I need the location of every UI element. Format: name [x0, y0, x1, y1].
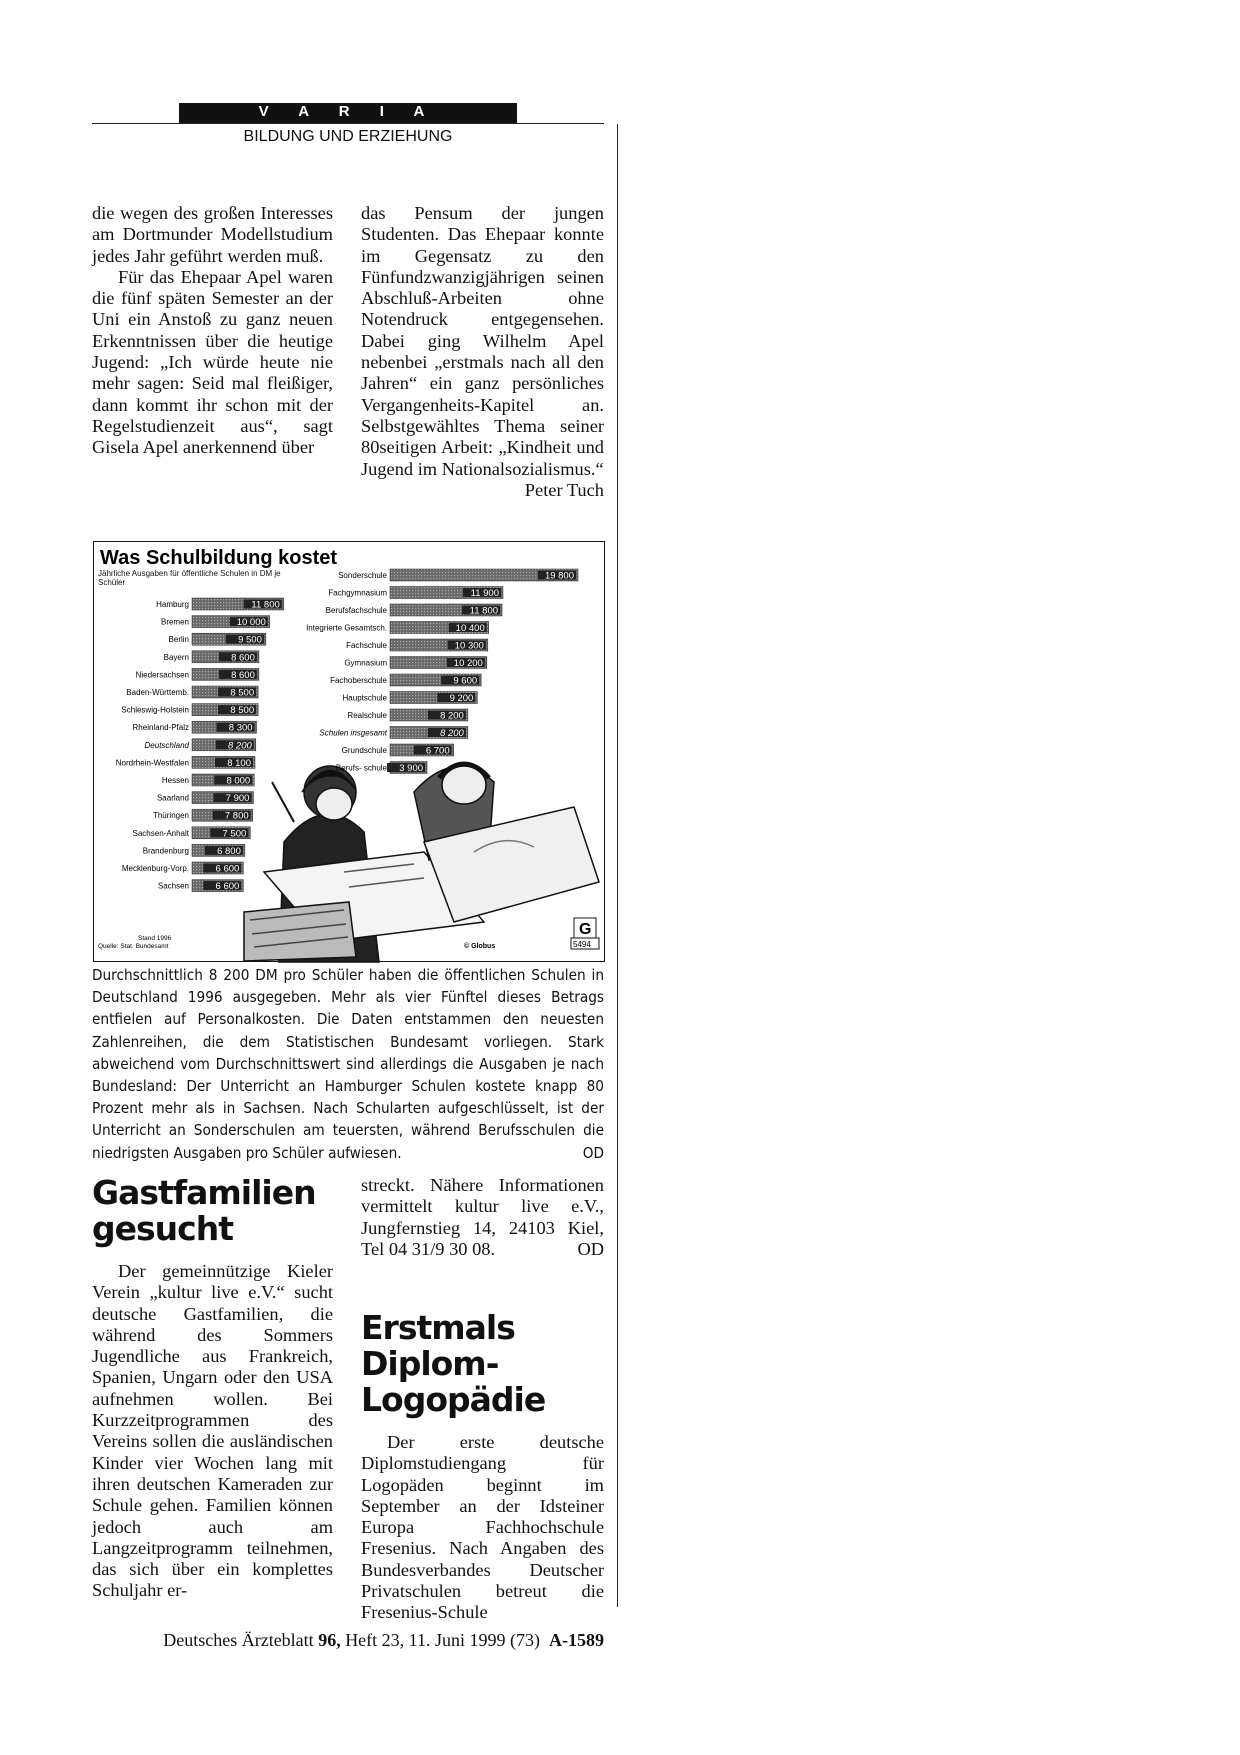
bar-value-label: 11 800	[251, 599, 280, 611]
bar-category-label: Deutschland	[144, 740, 189, 750]
right-bar-group	[306, 569, 578, 774]
bar-value-label: 11 800	[469, 605, 499, 617]
bar-value-label: 6 600	[215, 881, 240, 893]
bar-category-label: Berlin	[168, 635, 189, 645]
bar-category-label: Berufs- schule	[335, 763, 387, 773]
bar-category-label: Hauptschule	[342, 693, 387, 703]
article1-column2	[361, 203, 604, 501]
bar-category-label: Hamburg	[156, 600, 189, 609]
article3-body: Der erste deutsche Diplomstudiengang für Logopäden beginnt im September an der Idsteiner Europa Fachhochschule Fresenius. Nach Angaben des Bundesverbandes Deutscher Privatschulen betreut die Fresenius-Schule	[361, 1432, 604, 1623]
chart-svg	[94, 542, 604, 961]
bar-category-label: Gymnasium	[344, 658, 387, 668]
article2-column1	[92, 1175, 333, 1615]
page-footer	[92, 1630, 604, 1651]
bar-value-label: 8 000	[226, 775, 251, 787]
bar-value-label: 7 900	[225, 793, 250, 805]
bar-value-label: 11 900	[470, 588, 499, 599]
chart-source: Quelle: Stat. Bundesamt	[98, 943, 169, 950]
footer-volume: 96,	[318, 1630, 341, 1650]
bar-value-label: 7 800	[224, 810, 249, 822]
article2-column2	[361, 1175, 604, 1260]
bar-value-label: 8 600	[231, 669, 255, 681]
article3-column	[361, 1308, 604, 1623]
bar-category-label: Nordrhein-Westfalen	[115, 758, 189, 768]
bar-category-label: Brandenburg	[142, 846, 189, 856]
bar-value-label: 6 800	[217, 845, 241, 857]
footer-issue: Heft 23, 11. Juni 1999 (73)	[345, 1630, 540, 1650]
bar-value-label: 6 600	[215, 863, 240, 875]
bar-category-label: Schulen insgesamt	[319, 728, 387, 738]
bar-category-label: Sachsen	[157, 881, 189, 891]
bar-category-label: Grundschule	[341, 746, 387, 755]
bar-value-label: 10 000	[236, 617, 266, 629]
bar-value-label: 9 600	[453, 675, 478, 687]
bar-value-label: 9 500	[238, 634, 262, 646]
article1-column1	[92, 203, 333, 459]
bar-category-label: Sonderschule	[338, 571, 387, 580]
footer-page: A-1589	[549, 1630, 604, 1650]
bar-category-label: Berufsfachschule	[325, 606, 387, 615]
bar-category-label: Thüringen	[152, 811, 189, 821]
chart-number: 5494	[573, 940, 591, 949]
bar-category-label: Baden-Württemb.	[126, 688, 189, 697]
bar-category-label: Mecklenburg-Vorp.	[121, 864, 189, 873]
article3-headline: Erstmals Diplom-Logopädie	[361, 1308, 546, 1419]
bar-value-label: 8 100	[227, 757, 251, 769]
bar-category-label: Fachoberschule	[330, 676, 387, 685]
footer-journal: Deutsches Ärzteblatt	[163, 1630, 314, 1650]
chart-stand: Stand 1996	[138, 935, 172, 942]
bar-category-label: Realschule	[347, 711, 387, 720]
bar-value-label: 7 500	[222, 828, 247, 840]
bar-value-label: 3 900	[399, 763, 424, 774]
header-rule	[92, 123, 604, 124]
bar-category-label: Saarland	[156, 793, 189, 803]
bar-category-label: Fachschule	[346, 641, 387, 650]
bar-category-label: Fachgymnasium	[328, 588, 387, 598]
chart-subtitle-box	[98, 569, 298, 593]
bar-value-label: 10 300	[454, 640, 484, 652]
article2-headline: Gastfamilien gesucht	[92, 1173, 316, 1248]
bar-value-label: 8 200	[440, 710, 464, 722]
bar-value-label: 8 200	[227, 740, 252, 752]
bar-value-label: 9 200	[449, 693, 474, 704]
chart-subtitle: Jährliche Ausgaben für öffentliche Schulen in DM je Schüler	[98, 569, 281, 587]
chart-title: Was Schulbildung kostet	[100, 547, 338, 569]
bar-category-label: Integrierte Gesamtsch.	[306, 623, 387, 633]
bar-category-label: Bremen	[160, 617, 189, 627]
article1-author: Peter Tuch	[524, 479, 604, 500]
bar-value-label: 8 200	[440, 728, 464, 739]
header-label: V A R I A	[258, 103, 438, 120]
globus-logo	[571, 918, 599, 949]
bar-value-label: 19 800	[544, 570, 574, 582]
article2-body-part1: Der gemeinnützige Kieler Verein „kultur live e.V.“ sucht deutsche Gastfamilien, die während des Sommers Jugendliche aus Frankreich, Spanien, Ungarn oder den USA aufnehmen wollen. Bei Kurzzeitprogrammen des Vereins sollen die ausländischen Kinder vier Wochen lang mit ihren deutschen Kameraden zur Schule gehen. Familien können jedoch auch am Langzeitprogramm teilnehmen, das sich über ein komplettes Schuljahr er-	[92, 1261, 333, 1601]
bar-value-label: 8 600	[231, 652, 255, 664]
bar-value-label: 8 500	[230, 687, 255, 699]
column-rule	[617, 124, 618, 1607]
section-title: BILDUNG UND ERZIEHUNG	[243, 128, 453, 145]
chart-caption	[92, 964, 604, 1164]
caption-text: Durchschnittlich 8 200 DM pro Schüler haben die öffentlichen Schulen in Deutschland 1996 ausgegeben. Mehr als vier Fünftel dieses Betrags entfielen auf Personalkosten. Die Daten entstammen den neuesten Zahlenreihen, die dem Statistischen Bundesamt vorliegen. Stark abweichend vom Durchschnittswert sind allerdings die Ausgaben je nach Bundesland: Der Unterricht an Hamburger Schulen kostete knapp 80 Prozent mehr als in Sachsen. Nach Schularten aufgeschlüsselt, ist der Unterricht an Sonderschulen am teuersten, während Berufsschulen die niedrigsten Ausgaben pro Schüler aufwiesen.	[92, 966, 604, 1162]
bar-category-label: Rheinland-Pfalz	[132, 723, 189, 733]
chart-credit: © Globus	[464, 943, 496, 950]
article1-paragraph: die wegen des großen Interesses am Dortmunder Modellstudium jedes Jahr geführt werden muß.	[92, 203, 333, 266]
bar-category-label: Hessen	[161, 776, 189, 785]
bar-value-label: 10 400	[455, 623, 485, 634]
bar-category-label: Bayern	[163, 652, 189, 662]
bar-value-label: 8 300	[228, 722, 253, 734]
bar-category-label: Sachsen-Anhalt	[132, 828, 189, 838]
bar-value-label: 8 500	[230, 705, 255, 717]
children-illustration	[244, 764, 599, 962]
globus-logo-letter: G	[579, 921, 592, 938]
bar-category-label: Niedersachsen	[135, 670, 189, 680]
caption-author: OD	[582, 1143, 604, 1162]
left-bar-group	[116, 598, 284, 892]
bar-value-label: 10 200	[453, 658, 483, 669]
article2-author: OD	[577, 1238, 604, 1259]
article1-paragraph	[361, 203, 604, 500]
article1-paragraph: Für das Ehepaar Apel waren die fünf späten Semester an der Uni ein Anstoß zu ganz neuen Erkenntnissen über die heutige Jugend: „Ich würde heute nie mehr sagen: Seid mal fleißiger, dann kommt ihr schon mit der Regelstudienzeit aus“, sagt Gisela Apel anerkennend über	[92, 266, 333, 458]
chart	[93, 541, 605, 962]
article2-body-part2: streckt. Nähere Informationen vermittelt kultur live e.V., Jungfernstieg 14, 24103 Kiel, Tel 04 31/9 30 08.	[361, 1175, 604, 1259]
bar-category-label: Schleswig-Holstein	[121, 705, 189, 715]
bar-value-label: 6 700	[425, 745, 450, 757]
article1-text: das Pensum der jungen Studenten. Das Ehepaar konnte im Gegensatz zu den Fünfundzwanzigjährigen seinen Abschluß-Arbeiten ohne Notendruck entgegensehen. Dabei ging Wilhelm Apel nebenbei „erstmals nach all den Jahren“ ein ganz persönliches Vergangenheits-Kapitel an. Selbstgewähltes Thema seiner 80seitigen Arbeit: „Kindheit und Jugend im Nationalsozialismus.“	[361, 203, 604, 479]
